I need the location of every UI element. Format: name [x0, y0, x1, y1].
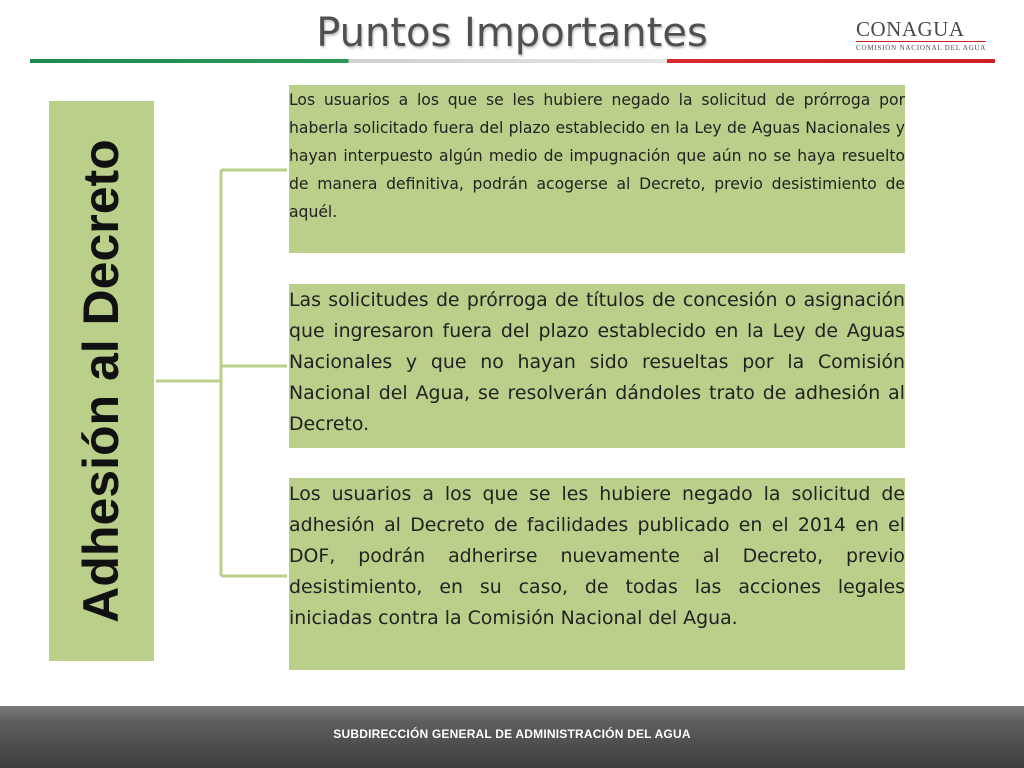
footer-bar — [0, 706, 1024, 768]
point-item-1: Los usuarios a los que se les hubiere negado la solicitud de prórroga por haberla solicitado fuera del plazo establecido en la Ley de Aguas Nacionales y hayan interpuesto algún medio de impugnación que aún no se haya resuelto de manera definitiva, podrán acogerse al Decreto, previo desistimiento de aquél. — [289, 85, 905, 253]
point-item-3: Los usuarios a los que se les hubiere negado la solicitud de adhesión al Decreto de facilidades publicado en el 2014 en el DOF, podrán adherirse nuevamente al Decreto, previo desistimiento, en su caso, de todas las acciones legales iniciadas contra la Comisión Nacional del Agua. — [289, 478, 905, 670]
page-title: Puntos Importantes — [316, 10, 708, 56]
logo-subtitle: COMISIÓN NACIONAL DEL AGUA — [856, 44, 987, 52]
footer-text: SUBDIRECCIÓN GENERAL DE ADMINISTRACIÓN DEL AGUA — [333, 727, 691, 741]
vertical-label: Adhesión al Decreto — [73, 139, 129, 623]
logo-name: CONAGUA — [856, 17, 965, 41]
point-item-2: Las solicitudes de prórroga de títulos de concesión o asignación que ingresaron fuera del plazo establecido en la Ley de Aguas Nacionales y que no hayan sido resueltas por la Comisión Nacional del Agua, se resolverán dándoles trato de adhesión al Decreto. — [289, 284, 905, 448]
